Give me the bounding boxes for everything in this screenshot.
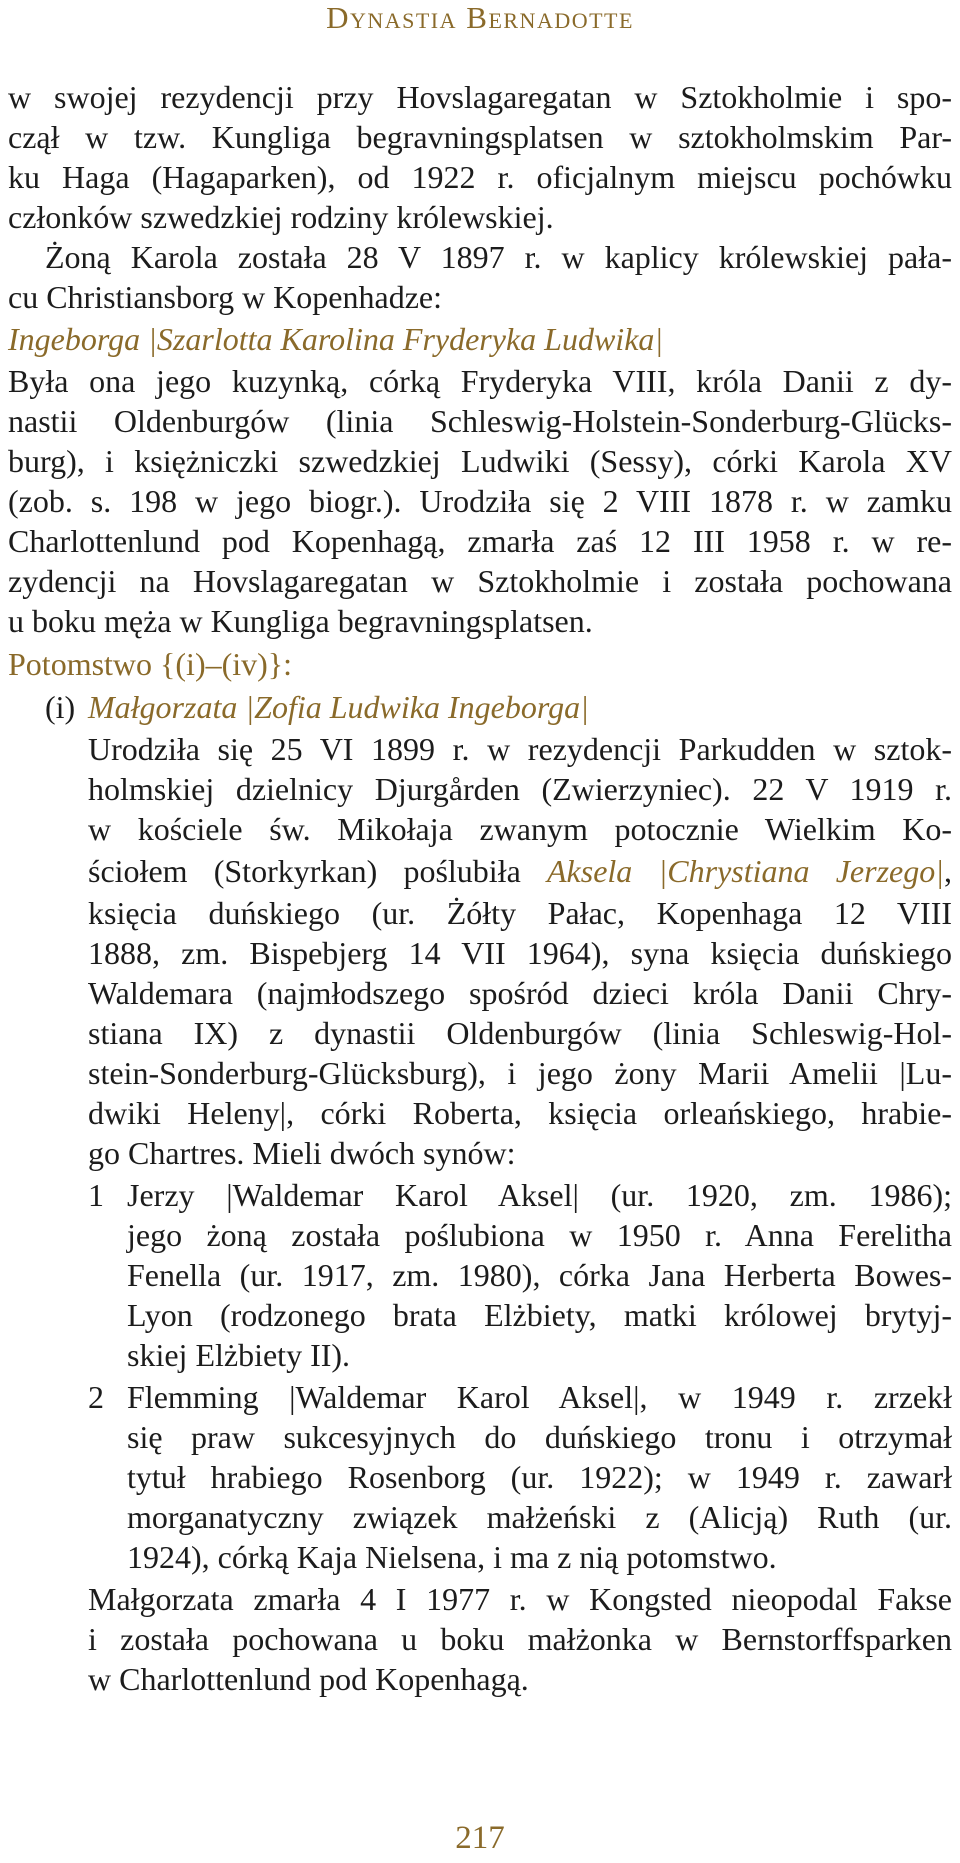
text-line: Małgorzata zmarła 4 I 1977 r. w Kongsted nieopodal Fakse: [88, 1581, 952, 1617]
son-number: 2: [88, 1379, 104, 1415]
text-line: Urodziła się 25 VI 1899 r. w rezydencji Parkudden w sztok-: [88, 731, 952, 767]
text-line: stein-Sonderburg-Glücksburg), i jego żony Marii Amelii |Lu-: [88, 1055, 952, 1091]
child-name: Małgorzata |Zofia Ludwika Ingeborga|: [88, 689, 589, 725]
text-line: go Chartres. Mieli dwóch synów:: [88, 1135, 516, 1171]
text-line: u boku męża w Kungliga begravningsplatsen.: [8, 603, 593, 639]
text-line: 1924), córką Kaja Nielsena, i ma z nią potomstwo.: [127, 1539, 777, 1575]
text-line: cu Christiansborg w Kopenhadze:: [8, 279, 442, 315]
text-line: i została pochowana u boku małżonka w Bernstorffsparken: [88, 1621, 952, 1657]
text-line: członków szwedzkiej rodziny królewskiej.: [8, 199, 554, 235]
offspring-heading: Potomstwo {(i)–(iv)}:: [8, 646, 293, 682]
text-line: morganatyczny związek małżeński z (Alicją) Ruth (ur.: [127, 1499, 952, 1535]
text-line: jego żoną została poślubiona w 1950 r. Anna Ferelitha: [127, 1217, 952, 1253]
text-line: Charlottenlund pod Kopenhagą, zmarła zaś 12 III 1958 r. w re-: [8, 523, 952, 559]
husband-prefix: ściołem (Storkyrkan) poślubiła: [88, 853, 521, 889]
text-line: nastii Oldenburgów (linia Schleswig-Holstein-Sonderburg-Glücks-: [8, 403, 952, 439]
text-line: w Charlottenlund pod Kopenhagą.: [88, 1661, 529, 1697]
son-number: 1: [88, 1177, 104, 1213]
husband-name: Aksela |Chrystiana Jerzego|: [546, 853, 945, 889]
text-line: ku Haga (Hagaparken), od 1922 r. oficjalnym miejscu pochówku: [8, 159, 952, 195]
text-line: Flemming |Waldemar Karol Aksel|, w 1949 r. zrzekł: [127, 1379, 952, 1415]
text-line: Lyon (rodzonego brata Elżbiety, matki królowej brytyj-: [127, 1297, 952, 1333]
text-line: się praw sukcesyjnych do duńskiego tronu i otrzymał: [127, 1419, 952, 1455]
text-line: w kościele św. Mikołaja zwanym potocznie Wielkim Ko-: [88, 811, 952, 847]
text-line: księcia duńskiego (ur. Żółty Pałac, Kopenhaga 12 VIII: [88, 895, 952, 931]
text-line: (zob. s. 198 w jego biogr.). Urodziła się 2 VIII 1878 r. w zamku: [8, 483, 952, 519]
text-line: w swojej rezydencji przy Hovslagaregatan w Sztokholmie i spo-: [8, 79, 952, 115]
husband-suffix: ,: [944, 853, 953, 889]
text-line: zydencji na Hovslagaregatan w Sztokholmie i została pochowana: [8, 563, 952, 599]
text-line: czął w tzw. Kungliga begravningsplatsen w sztokholmskim Par-: [8, 119, 952, 155]
page-number: 217: [455, 1820, 505, 1856]
text-line: Była ona jego kuzynką, córką Fryderyka VIII, króla Danii z dy-: [8, 363, 952, 399]
text-line: holmskiej dzielnicy Djurgården (Zwierzyniec). 22 V 1919 r.: [88, 771, 952, 807]
text-line: stiana IX) z dynastii Oldenburgów (linia Schleswig-Hol-: [88, 1015, 952, 1051]
text-line: 1888, zm. Bispebjerg 14 VII 1964), syna księcia duńskiego: [88, 935, 952, 971]
spouse-name: Ingeborga |Szarlotta Karolina Fryderyka Ludwika|: [8, 321, 664, 357]
text-line: skiej Elżbiety II).: [127, 1337, 351, 1373]
child-marker: (i): [45, 689, 76, 725]
text-line-with-husband: [88, 850, 952, 892]
text-line: Fenella (ur. 1917, zm. 1980), córka Jana Herberta Bowes-: [127, 1257, 952, 1293]
running-head-title: Dynastia Bernadotte: [326, 0, 634, 35]
text-line: burg), i księżniczki szwedzkiej Ludwiki (Sessy), córki Karola XV: [8, 443, 952, 479]
text-line: dwiki Heleny|, córki Roberta, księcia orleańskiego, hrabie-: [88, 1095, 952, 1131]
text-line: Jerzy |Waldemar Karol Aksel| (ur. 1920, zm. 1986);: [127, 1177, 952, 1213]
text-line: Żoną Karola została 28 V 1897 r. w kaplicy królewskiej pała-: [45, 239, 952, 275]
text-line: tytuł hrabiego Rosenborg (ur. 1922); w 1949 r. zawarł: [127, 1459, 952, 1495]
text-line: Waldemara (najmłodszego spośród dzieci króla Danii Chry-: [88, 975, 952, 1011]
